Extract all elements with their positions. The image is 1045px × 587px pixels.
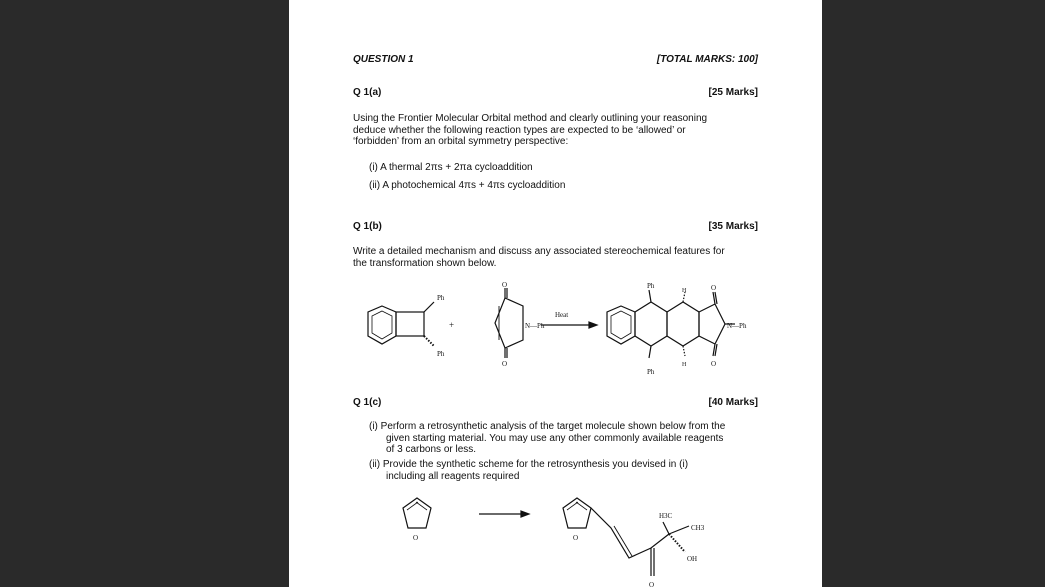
o-label: O: [413, 534, 419, 542]
heat-label: Heat: [555, 311, 569, 319]
q1b-intro-line: Write a detailed mechanism and discuss any associated stereochemical features for: [353, 246, 725, 257]
q1c-marks: [40 Marks]: [708, 397, 758, 408]
ph-label: Ph: [647, 282, 655, 290]
h-label: H: [682, 288, 687, 294]
q1a-intro-line: Using the Frontier Molecular Orbital method and clearly outlining your reasoning: [353, 113, 708, 124]
ph-label: Ph: [437, 294, 445, 302]
q1c-item-line: (i) Perform a retrosynthetic analysis of the target molecule shown below from the: [369, 421, 726, 432]
n-ph-label: N—Ph: [525, 322, 545, 330]
q1a-intro-line: deduce whether the following reaction types are expected to be ‘allowed’ or: [353, 124, 686, 136]
oh-label: OH: [687, 555, 698, 563]
h-label: H: [682, 362, 687, 368]
plus-sign: +: [449, 320, 455, 330]
q1c-item-line: (ii) Provide the synthetic scheme for the retrosynthesis you devised in (i): [369, 459, 689, 470]
q1c-item-line: given starting material. You may use any other commonly available reagents: [386, 432, 724, 444]
question-title: QUESTION 1: [353, 54, 414, 65]
q1a-heading: Q 1(a): [353, 87, 382, 98]
q1a-item-ii: (ii) A photochemical 4πs + 4πs cycloaddition: [369, 180, 566, 191]
q1b-intro-line: the transformation shown below.: [353, 257, 497, 269]
ph-label: Ph: [437, 350, 445, 358]
q1c-item-line: including all reagents required: [386, 470, 520, 482]
o-label: O: [573, 534, 579, 542]
q1a-marks: [25 Marks]: [708, 87, 758, 98]
ph-label: Ph: [647, 368, 655, 376]
ch3-label: CH3: [691, 524, 705, 532]
q1b-marks: [35 Marks]: [708, 221, 758, 232]
o-label: O: [502, 360, 508, 368]
q1c-item-line: of 3 carbons or less.: [386, 444, 477, 455]
total-marks: [TOTAL MARKS: 100]: [656, 54, 758, 65]
q1a-intro-line: ‘forbidden’ from an orbital symmetry perspective:: [353, 136, 569, 147]
o-label: O: [711, 284, 717, 292]
h3c-label: H3C: [659, 512, 673, 520]
o-label: O: [502, 281, 508, 289]
q1a-item-i: (i) A thermal 2πs + 2πa cycloaddition: [369, 162, 533, 173]
q1b-heading: Q 1(b): [353, 221, 382, 232]
document-page: [289, 0, 822, 587]
n-ph-label: N—Ph: [727, 322, 747, 330]
o-label: O: [711, 360, 717, 368]
q1c-heading: Q 1(c): [353, 397, 382, 408]
q1c-reaction-scheme: [289, 0, 822, 587]
o-label: O: [649, 581, 655, 587]
